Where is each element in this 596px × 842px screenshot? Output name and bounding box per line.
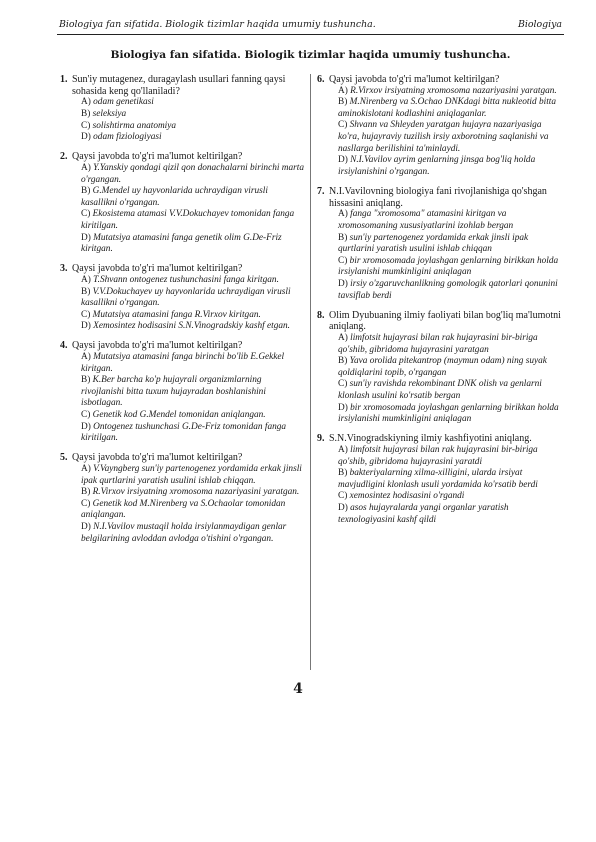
question-number: 2. [60, 151, 68, 163]
answer-option [329, 468, 562, 491]
question-item [317, 433, 562, 526]
question-item [317, 74, 562, 178]
option-text: N.I.Vavilov mustaqil holda irsiylanmaydigan genlar belgilarining avloddan avlodga o'tishini o'rgangan. [81, 522, 287, 544]
question-item [60, 340, 304, 444]
answer-option [72, 487, 304, 499]
option-text: Mutatsiya atamasini fanga birinchi bo'lib E.Gekkel kiritgan. [81, 352, 285, 374]
question-number: 1. [60, 74, 68, 85]
option-text: Xemosintez hodisasini S.N.Vinogradskiy kashf etgan. [93, 321, 290, 332]
answer-option [72, 121, 304, 133]
option-letter: D) [338, 402, 348, 413]
option-letter: C) [81, 498, 91, 509]
option-letter: C) [338, 379, 348, 390]
option-letter: A) [81, 352, 91, 363]
answer-option [329, 233, 562, 256]
option-text: Genetik kod M.Nirenberg va S.Ochaolar tomonidan aniqlangan. [81, 498, 286, 521]
question-text: Qaysi javobda to'g'ri ma'lumot keltirilgan? [72, 340, 243, 352]
answer-option [72, 186, 304, 209]
option-letter: B) [81, 375, 91, 386]
option-text: R.Virxov irsiyatning xromosoma nazariyasini yaratgan. [92, 487, 300, 498]
answer-option [329, 333, 562, 356]
question-item [60, 452, 304, 545]
option-letter: D) [338, 155, 348, 166]
option-letter: D) [338, 502, 348, 513]
question-number: 7. [317, 185, 325, 197]
answer-option [329, 445, 562, 468]
answer-option [329, 503, 562, 526]
option-letter: B) [81, 109, 91, 119]
answer-option [329, 120, 562, 155]
option-letter: A) [81, 274, 91, 285]
option-text: fanga "xromosoma" atamasini kiritgan va xromosomaning xususiyatlarini izohlab bergan [338, 209, 514, 231]
option-letter: D) [81, 421, 91, 432]
option-text: sun'iy partenogenez yordamida erkak jinsli ipak qurtlarini yaratish usulini ishlab chiqqan [338, 232, 529, 255]
answer-option [329, 403, 562, 426]
answer-option [72, 422, 304, 445]
answer-option [329, 86, 562, 98]
answer-option [329, 209, 562, 232]
question-item [317, 310, 562, 426]
option-text: xemosintez hodisasini o'rgandi [349, 491, 465, 502]
answer-option [72, 97, 304, 109]
question-number: 3. [60, 263, 68, 275]
left-column [60, 74, 304, 553]
question-number: 5. [60, 452, 68, 464]
answer-option [72, 209, 304, 232]
option-letter: C) [338, 255, 348, 266]
option-text: Y.Yanskiy qondagi qizil qon donachalarni birinchi marta o'rgangan. [81, 162, 304, 185]
option-text: Ontogenez tushunchasi G.De-Friz tomonidan fanga kiritilgan. [81, 421, 287, 444]
answer-option [329, 97, 562, 120]
answer-option [72, 275, 304, 287]
option-letter: D) [81, 321, 91, 332]
question-text: S.N.Vinogradskiyning ilmiy kashfiyotini aniqlang. [329, 433, 532, 445]
option-letter: A) [81, 464, 91, 475]
option-text: asos hujayralarda yangi organlar yaratish texnologiyasini kashf qildi [338, 502, 509, 525]
option-letter: B) [81, 286, 91, 297]
question-item [60, 151, 304, 255]
header-subject: Biologiya [517, 19, 562, 30]
question-text: Olim Dyubuaning ilmiy faoliyati bilan bog'liq ma'lumotni aniqlang. [329, 309, 561, 333]
option-letter: B) [338, 356, 348, 367]
option-letter: A) [338, 209, 348, 220]
option-text: R.Virxov irsiyatning xromosoma nazariyasini yaratgan. [350, 85, 557, 96]
option-text: Genetik kod G.Mendel tomonidan aniqlangan. [92, 410, 266, 421]
option-letter: D) [81, 522, 91, 533]
column-divider [310, 74, 311, 670]
option-letter: C) [338, 120, 348, 131]
option-letter: B) [338, 232, 348, 243]
option-text: Ekosistema atamasi V.V.Dokuchayev tomonidan fanga kiritilgan. [81, 209, 295, 231]
page-number: 4 [293, 681, 303, 697]
answer-option [72, 132, 304, 144]
answer-option [329, 155, 562, 178]
option-text: N.I.Vavilov ayrim genlarning jinsga bog'liq holda irsiylanishini o'rgangan. [338, 155, 536, 177]
option-letter: C) [81, 410, 91, 421]
answer-option [72, 522, 304, 545]
answer-option [72, 410, 304, 422]
question-item [60, 74, 304, 144]
answer-option [72, 310, 304, 322]
question-number: 9. [317, 433, 325, 445]
option-text: G.Mendel uy hayvonlarida uchraydigan virusli kasallikni o'rgangan. [81, 186, 268, 208]
option-text: V.Vayngberg sun'iy partenogenez yordamida erkak jinsli ipak qurtlarini yaratish usulini ishlab chiqqan. [81, 464, 302, 486]
question-number: 8. [317, 309, 325, 321]
option-text: sun'iy ravishda rekombinant DNK olish va genlarni klonlash usulini ko'rsatib bergan [338, 379, 542, 401]
question-text: Sun'iy mutagenez, duragaylash usullari fanning qaysi sohasida keng qo'llaniladi? [72, 74, 286, 97]
option-text: bir xromosomada joylashgan genlarning birikkan holda irsiylanishi mumkinligini aniqlagan [338, 255, 559, 278]
answer-option [72, 287, 304, 310]
answer-option [72, 233, 304, 256]
page-header [57, 17, 564, 35]
answer-option [72, 464, 304, 487]
question-text: Qaysi javobda to'g'ri ma'lumot keltirilgan? [72, 452, 243, 464]
option-text: M.Nirenberg va S.Ochao DNKdagi bitta nukleotid bitta aminokislotani kodlashini aniqlaganlar. [338, 97, 557, 119]
option-letter: A) [338, 85, 348, 96]
right-column [317, 74, 562, 534]
answer-option [72, 499, 304, 522]
option-text: solishtirma anatomiya [92, 120, 177, 131]
question-text: Qaysi javobda to'g'ri ma'lumot keltirilgan? [72, 263, 243, 275]
option-letter: C) [81, 309, 91, 320]
question-text: N.I.Vavilovning biologiya fani rivojlanishiga qo'shgan hissasini aniqlang. [329, 185, 547, 209]
question-text: Qaysi javobda to'g'ri ma'lumot keltirilgan? [72, 151, 243, 163]
question-number: 6. [317, 74, 325, 85]
answer-option [72, 321, 304, 333]
answer-option [329, 356, 562, 379]
option-letter: C) [81, 209, 91, 220]
option-text: T.Shvann ontogenez tushunchasini fanga kiritgan. [93, 274, 279, 285]
option-letter: D) [81, 232, 91, 243]
option-text: limfotsit hujayrasi bilan rak hujayrasini bir-biriga qo'shib, gibridoma hujayrasini yaratgan [338, 333, 538, 355]
option-text: irsiy o'zgaruvchanlikning gomologik qatorlari qonunini tavsiflab berdi [338, 278, 558, 301]
option-text: Shvann va Shleyden yaratgan hujayra nazariyasiga ko'ra, hujayraviy tuzilish irsiy axborotning saqlanishi va nasllarga berilishini ta'minlaydi. [338, 120, 549, 154]
option-text: K.Ber barcha ko'p hujayrali organizmlarning rivojlanishi bitta tuxum hujayradan boshlanishini isbotlagan. [81, 375, 266, 409]
answer-option [72, 163, 304, 186]
answer-option [72, 352, 304, 375]
option-letter: A) [338, 333, 348, 344]
option-letter: B) [338, 468, 348, 479]
option-text: odam genetikasi [93, 97, 154, 108]
option-letter: A) [81, 162, 91, 173]
answer-option [329, 279, 562, 302]
question-item [60, 263, 304, 333]
option-text: limfotsit hujayrasi bilan rak hujayrasini bir-biriga qo'shib, gibridoma hujayrasini yaratdi [338, 444, 538, 467]
option-text: V.V.Dokuchayev uy hayvonlarida uchraydigan virusli kasallikni o'rgangan. [81, 286, 291, 309]
option-letter: A) [81, 97, 91, 108]
answer-option [329, 379, 562, 402]
answer-option [72, 109, 304, 121]
option-letter: C) [81, 120, 91, 131]
page-title: Biologiya fan sifatida. Biologik tizimlar haqida umumiy tushuncha. [110, 49, 511, 61]
option-letter: D) [81, 132, 91, 143]
answer-option [329, 256, 562, 279]
option-text: Mutatsiya atamasini fanga genetik olim G.De-Friz kiritgan. [81, 232, 282, 255]
answer-option [72, 375, 304, 410]
question-item [317, 186, 562, 302]
option-text: Yava orolida pitekantrop (maymun odam) ning suyak qoldiqlarini topib, o'rgangan [338, 356, 547, 378]
option-letter: A) [338, 444, 348, 455]
answer-option [329, 491, 562, 503]
option-text: odam fiziologiyasi [93, 132, 162, 143]
option-letter: D) [338, 278, 348, 289]
option-letter: C) [338, 491, 348, 502]
option-letter: B) [81, 186, 91, 197]
question-number: 4. [60, 340, 68, 352]
option-letter: B) [81, 487, 91, 498]
option-text: Mutatsiya atamasini fanga R.Virxov kiritgan. [92, 309, 261, 320]
option-text: seleksiya [92, 109, 127, 119]
option-text: bakteriyalarning xilma-xilligini, ularda irsiyat mavjudligini klonlash usuli yordamida ko'rsatib berdi [338, 468, 538, 490]
question-text: Qaysi javobda to'g'ri ma'lumot keltirilgan? [329, 74, 500, 85]
header-chapter-title: Biologiya fan sifatida. Biologik tizimlar haqida umumiy tushuncha. [59, 19, 376, 30]
option-letter: B) [338, 97, 348, 108]
option-text: bir xromosomada joylashgan genlarning birikkan holda irsiylanishi mumkinligini aniqlagan [338, 402, 559, 425]
